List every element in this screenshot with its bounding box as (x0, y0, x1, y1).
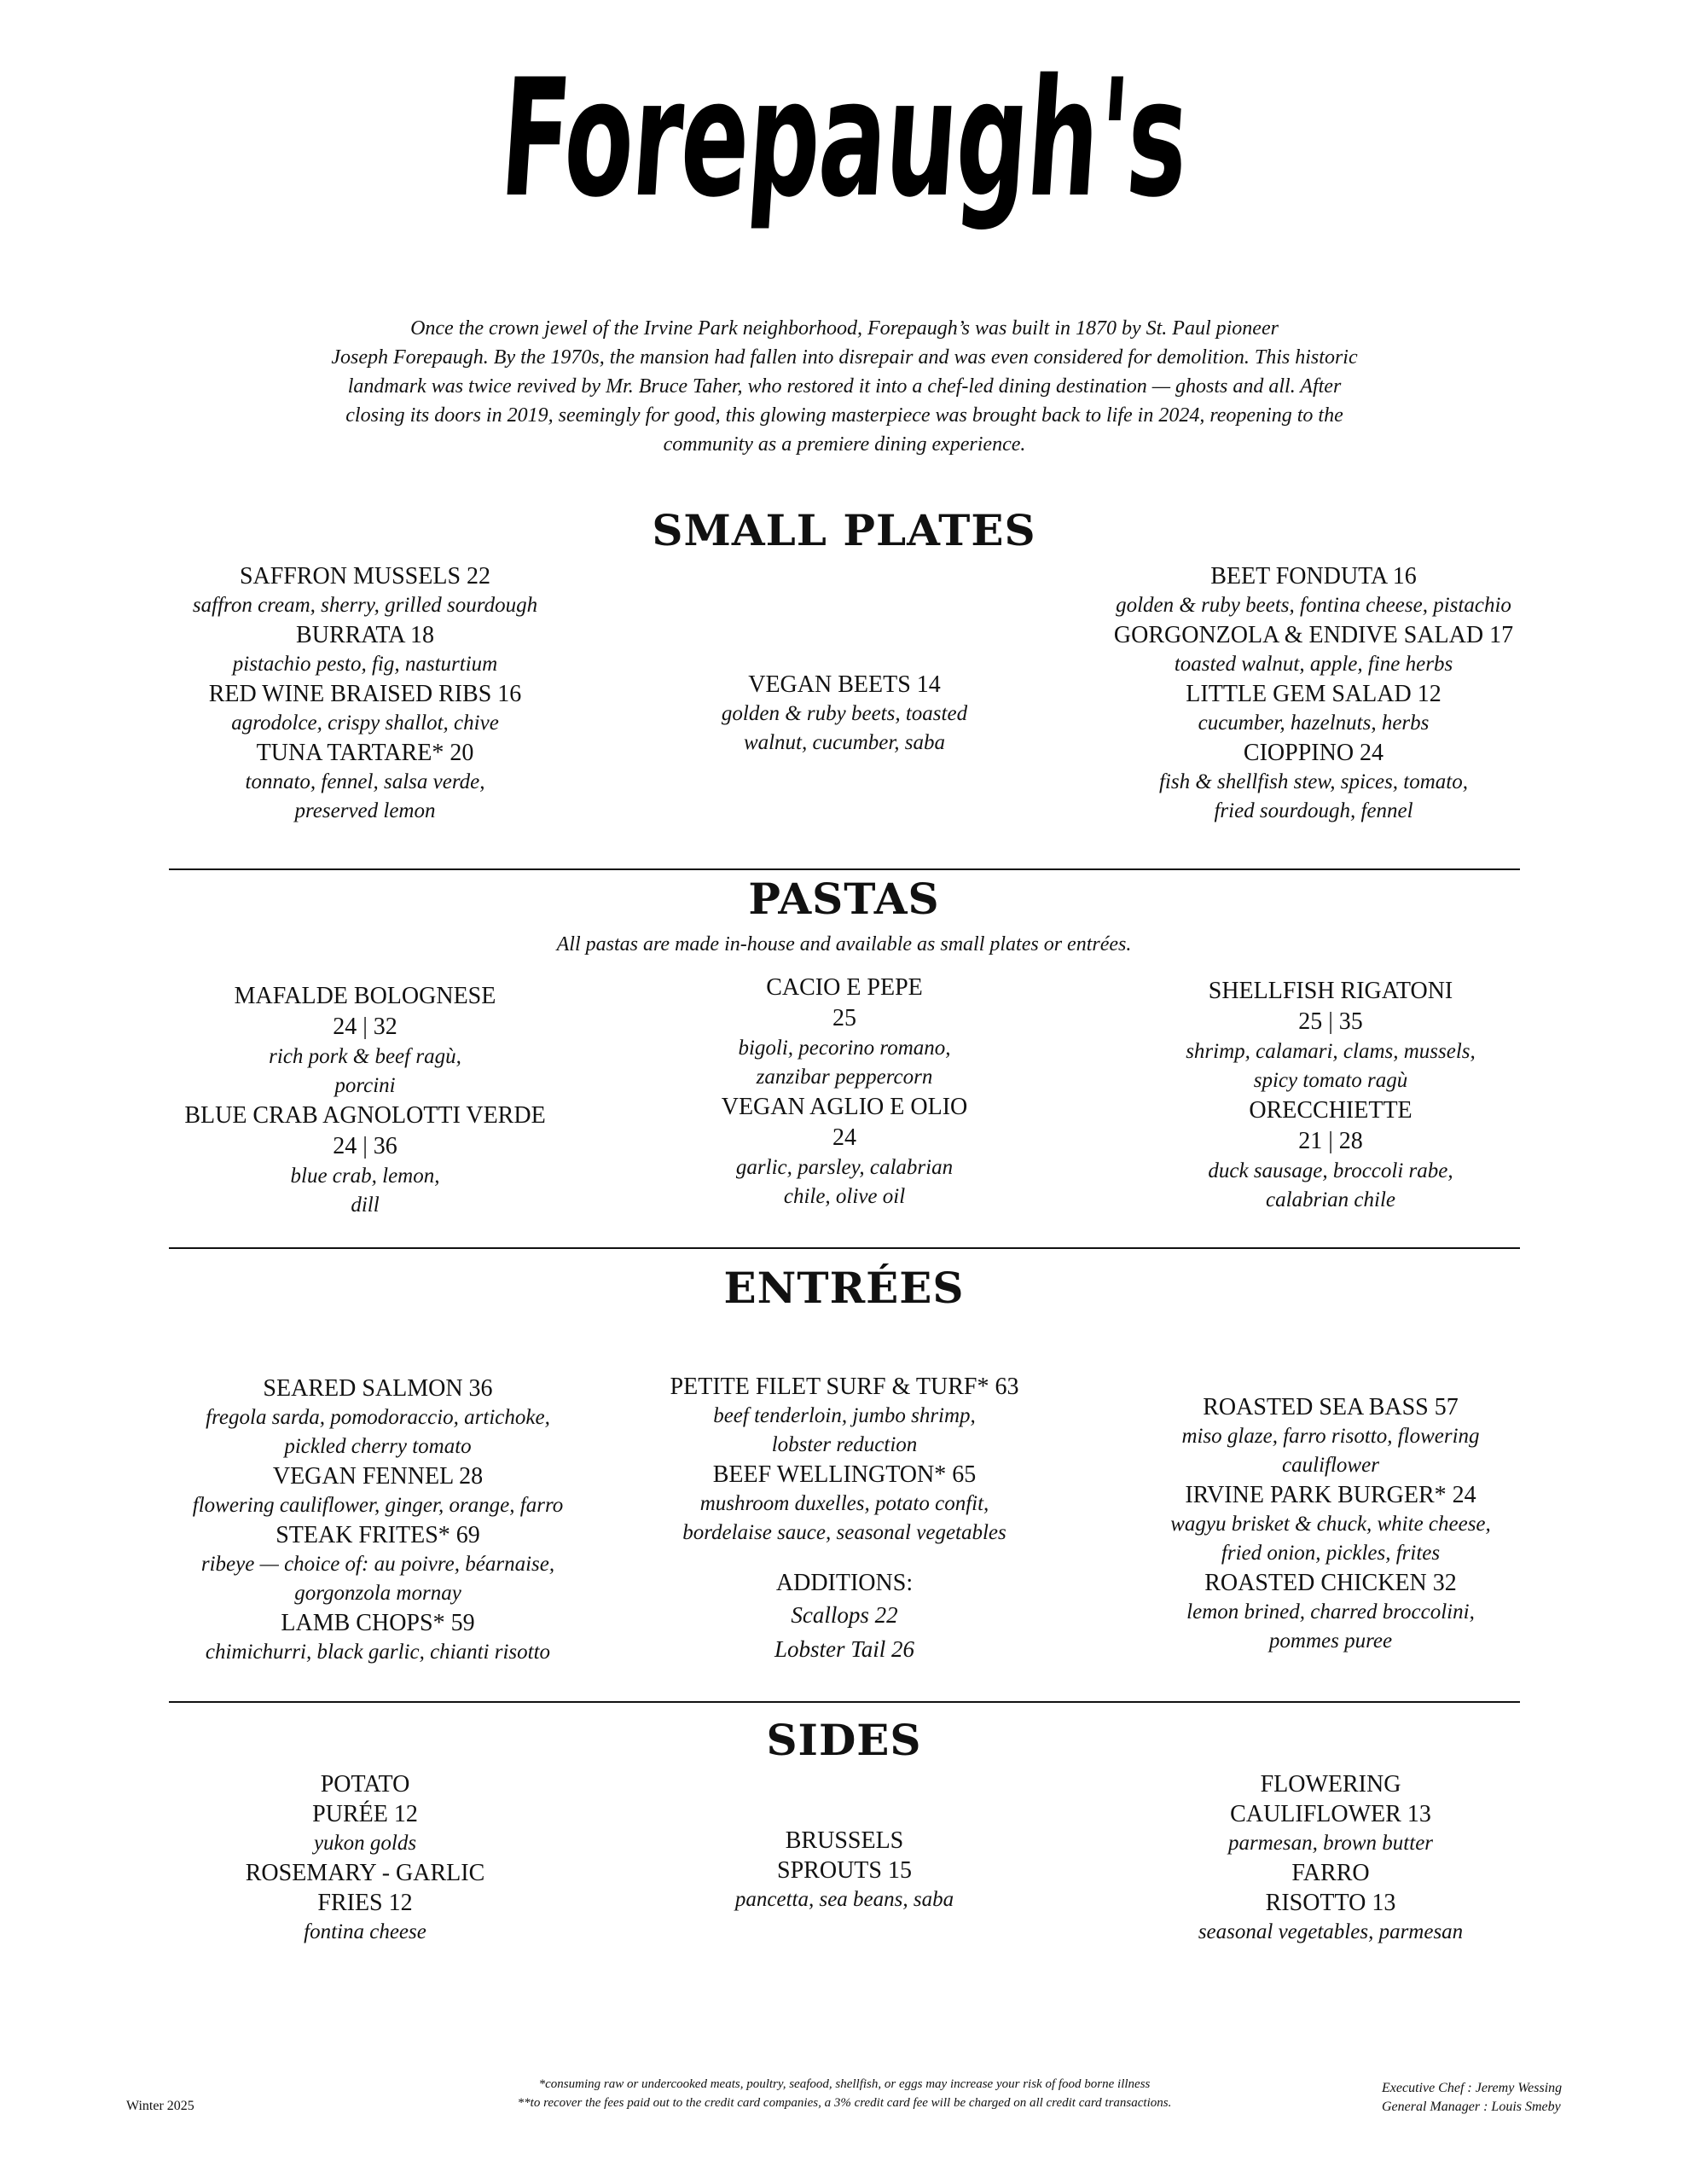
menu-item (1100, 976, 1561, 1095)
menu-item (143, 1520, 612, 1608)
menu-item-name: IRVINE PARK BURGER* 24 (1185, 1482, 1476, 1508)
menu-item (143, 561, 587, 620)
menu-item (631, 1372, 1058, 1460)
menu-item-description: porcini (334, 1074, 396, 1097)
small-plates-title: SMALL PLATES (652, 505, 1036, 555)
menu-item (143, 981, 587, 1101)
menu-item (631, 670, 1058, 758)
menu-item-name: CIOPPINO 24 (1243, 740, 1384, 766)
menu-item-name: FARRO (1291, 1860, 1370, 1886)
menu-item-description: lemon brined, charred broccolini, (1186, 1600, 1475, 1623)
menu-item-description: beef tenderloin, jumbo shrimp, (713, 1404, 976, 1427)
menu-item-description: rich pork & beef ragù, (269, 1045, 461, 1068)
menu-item-name: BEET FONDUTA 16 (1210, 563, 1417, 590)
menu-item-description: fried onion, pickles, frites (1221, 1542, 1441, 1565)
menu-item-description: fried sourdough, fennel (1214, 799, 1413, 822)
menu-item-description: cucumber, hazelnuts, herbs (1198, 712, 1430, 735)
menu-item-description: fontina cheese (304, 1920, 426, 1943)
additions-label: ADDITIONS: (775, 1570, 914, 1596)
menu-item (143, 679, 587, 738)
sides-center-column (631, 1826, 1058, 1914)
section-divider (169, 1701, 1520, 1703)
menu-item-name: BLUE CRAB AGNOLOTTI VERDE (184, 1102, 546, 1129)
menu-item-description: fish & shellfish stew, spices, tomato, (1158, 770, 1469, 793)
intro-line: Once the crown jewel of the Irvine Park neighborhood, Forepaugh’s was built in 1870 by St. Paul pioneer (410, 317, 1279, 340)
sides-title: SIDES (766, 1715, 922, 1765)
menu-item (143, 1858, 587, 1947)
menu-item (1083, 1392, 1578, 1480)
menu-item-description: dill (351, 1194, 380, 1217)
menu-season: Winter 2025 (126, 2099, 194, 2113)
menu-item (143, 1769, 587, 1858)
menu-item-description: shrimp, calamari, clams, mussels, (1186, 1040, 1476, 1063)
menu-item-description: duck sausage, broccoli rabe, (1208, 1159, 1453, 1182)
pastas-center-column (631, 973, 1058, 1211)
menu-item (1083, 1568, 1578, 1656)
section-divider (169, 1247, 1520, 1249)
menu-item-name: BRUSSELS (785, 1827, 904, 1854)
addition-item: Scallops 22 (791, 1602, 898, 1628)
menu-item-name: RISOTTO 13 (1265, 1890, 1396, 1916)
menu-item-description: garlic, parsley, calabrian (735, 1156, 954, 1179)
menu-item-description: ribeye — choice of: au poivre, béarnaise, (200, 1553, 555, 1576)
staff-credits (1382, 2079, 1586, 2117)
menu-item-name: VEGAN BEETS 14 (748, 671, 941, 698)
menu-item-description: mushroom duxelles, potato confit, (699, 1492, 989, 1515)
pastas-subtitle: All pastas are made in-house and available as small plates or entrées. (556, 933, 1132, 956)
menu-item (631, 973, 1058, 1092)
menu-item-description: spicy tomato ragù (1253, 1069, 1408, 1092)
menu-item-description: cauliflower (1282, 1454, 1379, 1477)
menu-item-name: SPROUTS 15 (777, 1857, 912, 1884)
menu-item-description: lobster reduction (771, 1433, 918, 1456)
menu-item-description: wagyu brisket & chuck, white cheese, (1170, 1513, 1491, 1536)
menu-item (631, 1826, 1058, 1914)
menu-item (1058, 561, 1569, 620)
pastas-right-column (1100, 976, 1561, 1215)
menu-item-name: SEARED SALMON 36 (263, 1375, 493, 1402)
menu-item-description: blue crab, lemon, (290, 1165, 440, 1188)
menu-item-name: LAMB CHOPS* 59 (281, 1610, 475, 1636)
menu-item-name: CACIO E PEPE (766, 974, 923, 1001)
menu-item-description: gorgonzola mornay (294, 1582, 461, 1605)
menu-item-name: CAULIFLOWER 13 (1230, 1801, 1431, 1827)
menu-item-description: yukon golds (313, 1832, 417, 1855)
menu-item-name: ORECCHIETTE (1249, 1097, 1412, 1124)
menu-item (1058, 738, 1569, 826)
menu-item (1083, 1480, 1578, 1568)
menu-item-description: bordelaise sauce, seasonal vegetables (682, 1521, 1006, 1544)
general-manager: General Manager : Louis Smeby (1382, 2100, 1561, 2114)
menu-item-name: LITTLE GEM SALAD 12 (1186, 681, 1441, 707)
menu-item (1100, 1858, 1561, 1947)
menu-item-name: SHELLFISH RIGATONI (1208, 978, 1453, 1004)
footer-disclaimer (409, 2075, 1279, 2112)
menu-item (1058, 679, 1569, 738)
menu-item-price: 24 | 32 (333, 1014, 397, 1040)
menu-item-description: walnut, cucumber, saba (743, 731, 946, 754)
entrees-center-items (631, 1372, 1058, 1548)
menu-item-name: SAFFRON MUSSELS 22 (239, 563, 491, 590)
menu-item (1058, 620, 1569, 679)
menu-item-description: tonnato, fennel, salsa verde, (245, 770, 485, 793)
menu-item-description: pickled cherry tomato (284, 1435, 472, 1458)
menu-item-name: ROASTED CHICKEN 32 (1204, 1570, 1457, 1596)
pastas-left-column (143, 981, 587, 1220)
menu-item-name: PURÉE 12 (312, 1801, 418, 1827)
menu-item-name: BURRATA 18 (296, 622, 434, 648)
section-divider (169, 868, 1520, 870)
menu-item-name: ROSEMARY - GARLIC (245, 1860, 485, 1886)
small-plates-center-column (631, 670, 1058, 758)
menu-item-description: pistachio pesto, fig, nasturtium (232, 653, 498, 676)
menu-item (143, 1461, 612, 1520)
sides-right-column (1100, 1769, 1561, 1947)
intro-line: Joseph Forepaugh. By the 1970s, the mansion had fallen into disrepair and was even considered for demolition. This historic (331, 346, 1358, 369)
menu-item-description: miso glaze, farro risotto, flowering (1181, 1425, 1480, 1448)
menu-item-description: agrodolce, crispy shallot, chive (231, 712, 499, 735)
menu-item (143, 620, 587, 679)
entrees-title: ENTRÉES (723, 1263, 965, 1313)
executive-chef: Executive Chef : Jeremy Wessing (1382, 2081, 1563, 2095)
menu-item-description: pommes puree (1268, 1629, 1393, 1653)
menu-item (143, 1101, 587, 1220)
intro-paragraph (230, 314, 1459, 459)
menu-item-name: TUNA TARTARE* 20 (256, 740, 474, 766)
intro-line: community as a premiere dining experience. (663, 433, 1026, 456)
menu-item-description: chile, olive oil (783, 1185, 906, 1208)
menu-item (631, 1092, 1058, 1211)
menu-item-name: MAFALDE BOLOGNESE (234, 983, 496, 1009)
menu-item-description: golden & ruby beets, fontina cheese, pistachio (1116, 594, 1511, 617)
menu-item-name: GORGONZOLA & ENDIVE SALAD 17 (1113, 622, 1514, 648)
entrees-left-column (143, 1374, 612, 1667)
menu-item-name: RED WINE BRAISED RIBS 16 (208, 681, 522, 707)
menu-item-description: pancetta, sea beans, saba (734, 1888, 954, 1911)
menu-item-name: FLOWERING (1260, 1771, 1401, 1798)
menu-item (1100, 1095, 1561, 1215)
menu-item-name: FRIES 12 (317, 1890, 413, 1916)
menu-item-name: VEGAN AGLIO E OLIO (721, 1094, 968, 1120)
entrees-right-column (1083, 1392, 1578, 1656)
menu-item-name: VEGAN FENNEL 28 (272, 1463, 484, 1490)
menu-item (143, 738, 587, 826)
menu-item-description: seasonal vegetables, parmesan (1198, 1920, 1464, 1943)
menu-item-name: BEEF WELLINGTON* 65 (712, 1461, 977, 1488)
menu-item-price: 21 | 28 (1298, 1128, 1363, 1154)
disclaimer-line: **to recover the fees paid out to the credit card companies, a 3% credit card fee will be charged on all credit card transactions. (517, 2096, 1172, 2110)
restaurant-logo: Forepaugh's (495, 44, 1193, 233)
sides-left-column (143, 1769, 587, 1947)
menu-item-name: STEAK FRITES* 69 (276, 1522, 480, 1548)
small-plates-right-column (1058, 561, 1569, 826)
menu-item-description: chimichurri, black garlic, chianti risotto (205, 1641, 551, 1664)
menu-item (143, 1374, 612, 1461)
menu-item-description: bigoli, pecorino romano, (738, 1037, 951, 1060)
pastas-title: PASTAS (748, 874, 940, 924)
menu-item-price: 24 | 36 (333, 1133, 397, 1159)
menu-item-description: parmesan, brown butter (1227, 1832, 1434, 1855)
menu-item (143, 1608, 612, 1667)
menu-item-description: zanzibar peppercorn (756, 1066, 933, 1089)
intro-line: landmark was twice revived by Mr. Bruce Taher, who restored it into a chef-led dining destination — ghosts and all. After (347, 375, 1342, 398)
menu-item-description: toasted walnut, apple, fine herbs (1174, 653, 1453, 676)
menu-item-description: calabrian chile (1265, 1188, 1396, 1211)
menu-item-name: PETITE FILET SURF & TURF* 63 (670, 1374, 1019, 1400)
menu-item-price: 25 (832, 1005, 856, 1031)
menu-item (631, 1460, 1058, 1548)
addition-item: Lobster Tail 26 (774, 1636, 915, 1662)
disclaimer-line: *consuming raw or undercooked meats, poultry, seafood, shellfish, or eggs may increase your risk of food borne illness (538, 2077, 1151, 2091)
menu-item-description: fregola sarda, pomodoraccio, artichoke, (206, 1406, 550, 1429)
menu-item-name: ROASTED SEA BASS 57 (1203, 1394, 1459, 1420)
menu-item-name: POTATO (320, 1771, 410, 1798)
intro-line: closing its doors in 2019, seemingly for good, this glowing masterpiece was brought back to life in 2024, reopening to the (345, 404, 1343, 427)
menu-item (1100, 1769, 1561, 1858)
menu-item-description: saffron cream, sherry, grilled sourdough (192, 594, 538, 617)
menu-item-description: golden & ruby beets, toasted (721, 702, 968, 725)
menu-item-price: 24 (832, 1124, 856, 1151)
small-plates-left-column (143, 561, 587, 826)
menu-item-description: flowering cauliflower, ginger, orange, farro (192, 1494, 564, 1517)
entrees-center-column (631, 1372, 1058, 1666)
menu-item-price: 25 | 35 (1298, 1008, 1363, 1035)
menu-item-description: preserved lemon (294, 799, 436, 822)
